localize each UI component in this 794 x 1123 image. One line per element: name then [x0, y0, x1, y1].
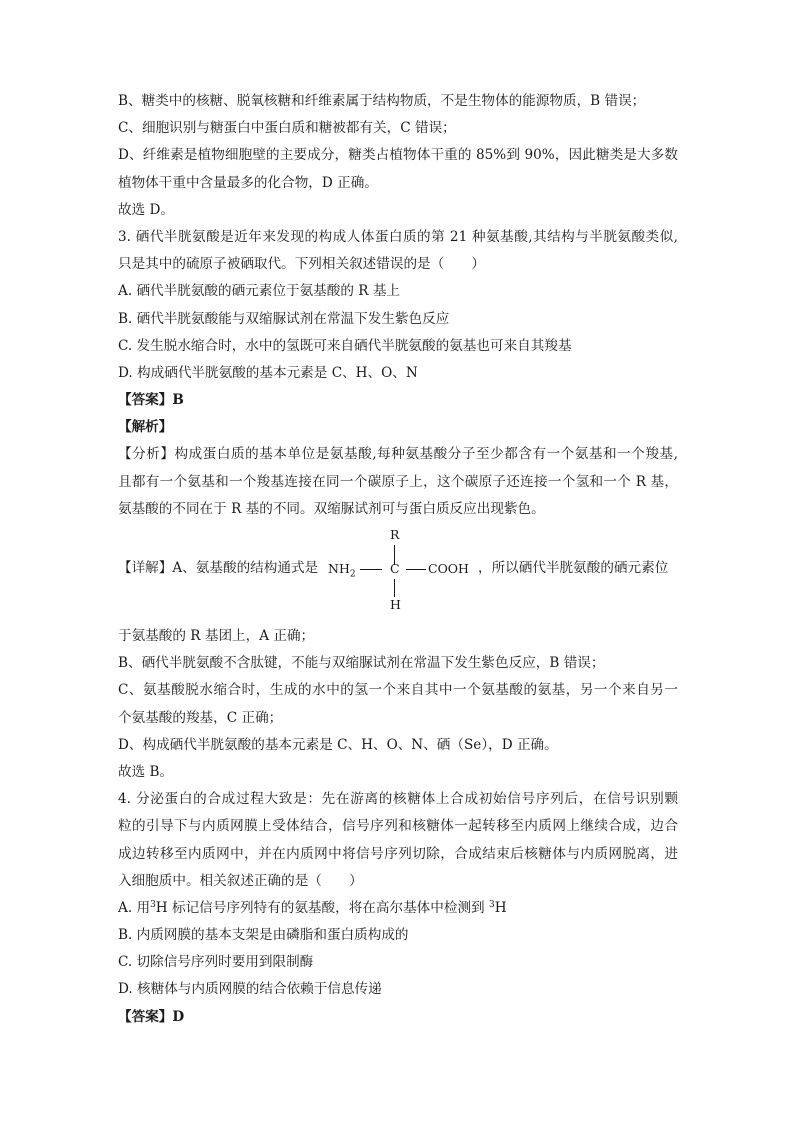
formula-r: R: [390, 527, 400, 542]
bond-right: [406, 569, 426, 570]
detail-text: C、氨基酸脱水缩合时，生成的水中的氢一个来自其中一个氨基酸的氨基，另一个来自另一: [118, 682, 678, 699]
formula-nh2: $NH_2$: [328, 561, 356, 580]
option-c: C. 发生脱水缩合时，水中的氢既可来自硒代半胱氨酸的氨基也可来自其羧基: [118, 337, 572, 354]
question-4-stem: 入细胞质中。相关叙述正确的是（ ）: [118, 872, 363, 889]
formula-c: C: [390, 561, 400, 576]
detail-text: ，所以硒代半胱氨酸的硒元素位: [478, 560, 669, 576]
option-c: C. 切除信号序列时要用到限制酶: [118, 954, 314, 971]
analysis-text: 氨基酸的不同在于 R 基的不同。双缩脲试剂可与蛋白质反应出现紫色。: [118, 500, 545, 517]
detail-text: D、构成硒代半胱氨酸的基本元素是 C、H、O、N、硒（Se），D 正确。: [118, 736, 558, 753]
question-4-stem: 4. 分泌蛋白的合成过程大致是：先在游离的核糖体上合成初始信号序列后，在信号识别颗: [118, 791, 678, 808]
question-3-stem: 3. 硒代半胱氨酸是近年来发现的构成人体蛋白质的第 21 种氨基酸,其结构与半胱氨酸类似,: [118, 228, 678, 245]
option-a: A. 硒代半胱氨酸的硒元素位于氨基酸的 R 基上: [118, 283, 401, 300]
formula-h: H: [390, 597, 401, 612]
text-line: 植物体干重中含量最多的化合物，D 正确。: [118, 174, 378, 191]
amino-acid-structure: [328, 523, 468, 623]
bond-left: [360, 569, 382, 570]
question-4-stem: 粒的引导下与内质网膜上受体结合，信号序列和核糖体一起转移至内质网上继续合成，边合: [118, 818, 678, 835]
analysis-text: 且都有一个氨基和一个羧基连接在同一个碳原子上，这个碳原子还连接一个氢和一个 R 基，: [118, 473, 678, 490]
text-line: D、纤维素是植物细胞壁的主要成分，糖类占植物体干重的 85%到 90%，因此糖类是大多数: [118, 147, 678, 164]
analysis-label: 【解析】: [118, 419, 173, 436]
text-line: B、糖类中的核糖、脱氧核糖和纤维素属于结构物质，不是生物体的能源物质，B 错误；: [118, 93, 646, 109]
question-3-stem: 只是其中的硫原子被硒取代。下列相关叙述错误的是（ ）: [118, 256, 486, 273]
option-d: D. 核糖体与内质网膜的结合依赖于信息传递: [118, 981, 382, 998]
detail-text: B、硒代半胱氨酸不含肽键，不能与双缩脲试剂在常温下发生紫色反应，B 错误；: [118, 655, 605, 672]
option-b: B. 硒代半胱氨酸能与双缩脲试剂在常温下发生紫色反应: [118, 310, 450, 327]
text-line: 故选 D。: [118, 201, 175, 218]
document-page: [118, 88, 678, 1031]
question-4-stem: 成边转移至内质网中，并在内质网中将信号序列切除，合成结束后核糖体与内质网脱离，进: [118, 845, 678, 862]
text-line: C、细胞识别与糖蛋白中蛋白质和糖被都有关，C 错误；: [118, 120, 456, 137]
answer-label: 【答案】B: [118, 392, 184, 409]
formula-cooh: COOH: [428, 561, 469, 576]
detail-text: 故选 B。: [118, 763, 174, 780]
bond-bottom: [394, 579, 395, 597]
detail-text: 个氨基酸的羧基，C 正确；: [118, 709, 283, 726]
answer-label: 【答案】D: [118, 1008, 185, 1025]
detail-text: 于氨基酸的 R 基团上，A 正确；: [118, 628, 315, 644]
analysis-text: 【分析】构成蛋白质的基本单位是氨基酸,每种氨基酸分子至少都含有一个氨基和一个羧基,: [118, 446, 678, 463]
detail-text: 【详解】A、氨基酸的结构通式是: [118, 560, 319, 576]
option-a: A. 用$^3$H 标记信号序列特有的氨基酸，将在高尔基体中检测到 $^3$H: [118, 899, 507, 916]
option-d: D. 构成硒代半胱氨酸的基本元素是 C、H、O、N: [118, 364, 418, 381]
option-b: B. 内质网膜的基本支架是由磷脂和蛋白质构成的: [118, 927, 409, 944]
amino-acid-formula-row: [118, 523, 678, 623]
